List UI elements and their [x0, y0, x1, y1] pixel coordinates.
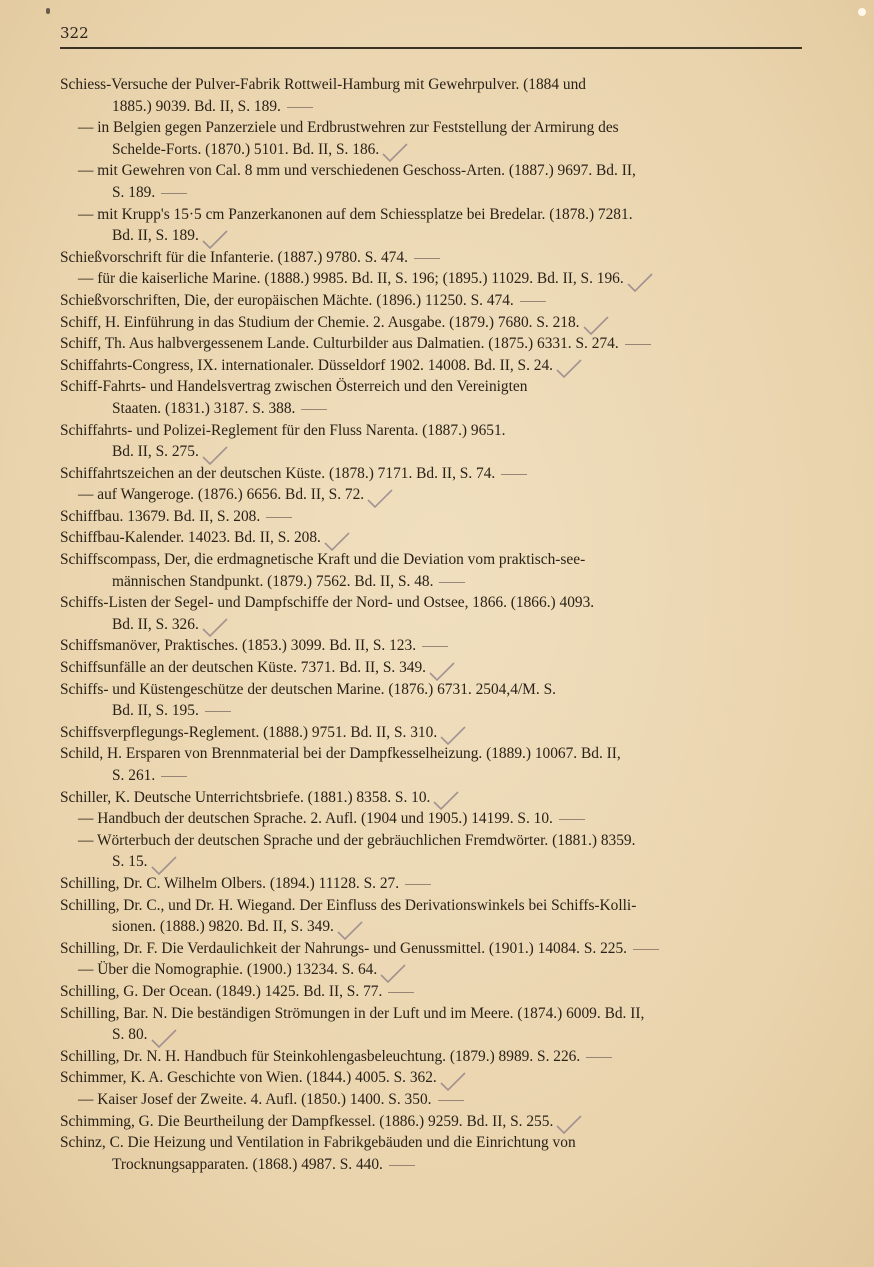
pencil-dash-mark — [586, 1057, 612, 1058]
index-entry — [60, 420, 810, 463]
index-entry — [60, 981, 810, 1003]
pencil-dash-mark — [501, 474, 527, 475]
pencil-check-icon — [626, 272, 654, 290]
entry-line: Schiff, H. Einführung in das Studium der Chemie. 2. Ausgabe. (1879.) 7680. S. 218. — [60, 312, 810, 334]
pencil-check-icon — [439, 1071, 467, 1089]
ink-stain — [46, 8, 50, 14]
entry-line: Schiess-Versuche der Pulver-Fabrik Rottweil-Hamburg mit Gewehrpulver. (1884 und — [60, 76, 586, 93]
pencil-check-icon — [439, 725, 467, 743]
index-entry — [60, 355, 810, 377]
pencil-check-icon — [150, 855, 178, 873]
entry-continuation: S. 261. — [60, 765, 810, 787]
entry-line: Schiffsmanöver, Praktisches. (1853.) 3099. Bd. II, S. 123. — [60, 635, 810, 657]
pencil-dash-mark — [438, 1100, 464, 1101]
entry-continuation: S. 15. — [60, 851, 810, 873]
entry-line: Schiffahrtszeichen an der deutschen Küste. (1878.) 7171. Bd. II, S. 74. — [60, 463, 810, 485]
entry-line: Schiffsverpflegungs-Reglement. (1888.) 9751. Bd. II, S. 310. — [60, 722, 810, 744]
entry-line: Schiff-Fahrts- und Handelsvertrag zwischen Österreich und den Vereinigten — [60, 378, 528, 396]
pencil-check-icon — [150, 1028, 178, 1046]
index-entry — [60, 527, 810, 549]
pencil-dash-mark — [301, 409, 327, 410]
entry-line: Schießvorschrift für die Infanterie. (1887.) 9780. S. 474. — [60, 247, 810, 269]
entry-line: Schiffs-Listen der Segel- und Dampfschiffe der Nord- und Ostsee, 1866. (1866.) 4093. — [60, 594, 595, 612]
entry-line: Schilling, Bar. N. Die beständigen Strömungen in der Luft und im Meere. (1874.) 6009. Bd. II, — [60, 1004, 645, 1022]
entry-line: Schilling, Dr. F. Die Verdaulichkeit der Nahrungs- und Genussmittel. (1901.) 14084. S. 225. — [60, 938, 810, 960]
index-entry — [60, 376, 810, 419]
index-entry — [60, 74, 810, 117]
index-entry — [60, 635, 810, 657]
entry-line: Schiffs- und Küstengeschütze der deutschen Marine. (1876.) 6731. 2504,4/M. S. — [60, 680, 556, 698]
entry-line: Schiller, K. Deutsche Unterrichtsbriefe. (1881.) 8358. S. 10. — [60, 787, 810, 809]
entry-line: Schiffbau-Kalender. 14023. Bd. II, S. 208. — [60, 527, 810, 549]
entry-line: Schimming, G. Die Beurtheilung der Dampfkessel. (1886.) 9259. Bd. II, S. 255. — [60, 1111, 810, 1133]
entry-line: — mit Krupp's 15·5 cm Panzerkanonen auf dem Schiessplatze bei Bredelar. (1878.) 7281. — [78, 205, 633, 223]
pencil-check-icon — [323, 531, 351, 549]
entry-line: Schinz, C. Die Heizung und Ventilation in Fabrikgebäuden und die Einrichtung von — [60, 1134, 576, 1152]
entry-line: Schiff, Th. Aus halbvergessenem Lande. Culturbilder aus Dalmatien. (1875.) 6331. S. 274. — [60, 333, 810, 355]
entry-continuation: Bd. II, S. 275. — [60, 441, 810, 463]
pencil-dash-mark — [414, 258, 440, 259]
index-entry — [60, 506, 810, 528]
index-entry — [60, 959, 810, 981]
index-entry — [60, 657, 810, 679]
pencil-dash-mark — [520, 301, 546, 302]
index-entry — [60, 873, 810, 895]
entry-continuation: S. 80. — [60, 1024, 810, 1046]
index-entry — [60, 1067, 810, 1089]
index-entry — [60, 549, 810, 592]
pencil-check-icon — [366, 488, 394, 506]
entry-continuation: Staaten. (1831.) 3187. S. 388. — [60, 398, 810, 420]
entry-continuation: Bd. II, S. 189. — [60, 225, 810, 247]
index-entry — [60, 247, 810, 269]
entry-continuation: 1885.) 9039. Bd. II, S. 189. — [60, 96, 810, 118]
index-entry — [60, 463, 810, 485]
entry-line: Schilling, Dr. N. H. Handbuch für Steinkohlengasbeleuchtung. (1879.) 8989. S. 226. — [60, 1046, 810, 1068]
entry-continuation: S. 189. — [60, 182, 810, 204]
pencil-dash-mark — [389, 1165, 415, 1166]
index-entry — [60, 204, 810, 247]
entry-line: Schilling, G. Der Ocean. (1849.) 1425. Bd. II, S. 77. — [60, 981, 810, 1003]
pencil-dash-mark — [633, 949, 659, 950]
pencil-dash-mark — [439, 582, 465, 583]
entry-continuation: Bd. II, S. 195. — [60, 700, 810, 722]
index-entry — [60, 160, 810, 203]
pencil-check-icon — [201, 229, 229, 247]
entry-line: — für die kaiserliche Marine. (1888.) 9985. Bd. II, S. 196; (1895.) 11029. Bd. II, S. 196. — [60, 268, 810, 290]
entry-line: Schilling, Dr. C. Wilhelm Olbers. (1894.) 11128. S. 27. — [60, 873, 810, 895]
index-entry — [60, 895, 810, 938]
entry-line: Schilling, Dr. C., und Dr. H. Wiegand. Der Einfluss des Derivationswinkels bei Schiffs-Kolli- — [60, 896, 637, 914]
index-entry — [60, 743, 810, 786]
pencil-check-icon — [201, 445, 229, 463]
entry-line: — Über die Nomographie. (1900.) 13234. S. 64. — [60, 959, 810, 981]
pencil-dash-mark — [625, 344, 651, 345]
index-entry — [60, 808, 810, 830]
index-entry — [60, 1132, 810, 1175]
entry-line: Schimmer, K. A. Geschichte von Wien. (1844.) 4005. S. 362. — [60, 1067, 810, 1089]
pencil-check-icon — [379, 963, 407, 981]
pencil-check-icon — [201, 617, 229, 635]
entry-line: Schiffahrts-Congress, IX. internationaler. Düsseldorf 1902. 14008. Bd. II, S. 24. — [60, 355, 810, 377]
index-entry — [60, 722, 810, 744]
index-entry — [60, 117, 810, 160]
pencil-check-icon — [582, 315, 610, 333]
entry-line: Schießvorschriften, Die, der europäischen Mächte. (1896.) 11250. S. 474. — [60, 290, 810, 312]
pencil-check-icon — [555, 1114, 583, 1132]
paper-hole — [858, 8, 866, 16]
index-entry — [60, 1111, 810, 1133]
pencil-dash-mark — [205, 711, 231, 712]
pencil-dash-mark — [388, 992, 414, 993]
index-entries — [60, 74, 810, 1175]
pencil-dash-mark — [422, 646, 448, 647]
entry-continuation: Schelde-Forts. (1870.) 5101. Bd. II, S. 186. — [60, 139, 810, 161]
pencil-dash-mark — [287, 107, 313, 108]
index-entry — [60, 787, 810, 809]
entry-line: — Kaiser Josef der Zweite. 4. Aufl. (1850.) 1400. S. 350. — [60, 1089, 810, 1111]
pencil-check-icon — [381, 142, 409, 160]
pencil-dash-mark — [266, 517, 292, 518]
index-entry — [60, 679, 810, 722]
entry-line: Schild, H. Ersparen von Brennmaterial bei der Dampfkesselheizung. (1889.) 10067. Bd. II, — [60, 745, 621, 763]
entry-continuation: Bd. II, S. 326. — [60, 614, 810, 636]
index-entry — [60, 592, 810, 635]
entry-line: — mit Gewehren von Cal. 8 mm und verschiedenen Geschoss-Arten. (1887.) 9697. Bd. II, — [78, 162, 636, 180]
pencil-dash-mark — [405, 884, 431, 885]
entry-line: Schiffscompass, Der, die erdmagnetische Kraft und die Deviation vom praktisch-see- — [60, 551, 586, 569]
index-entry — [60, 290, 810, 312]
index-entry — [60, 268, 810, 290]
pencil-check-icon — [428, 661, 456, 679]
pencil-check-icon — [555, 358, 583, 376]
index-entry — [60, 1003, 810, 1046]
entry-line: — Wörterbuch der deutschen Sprache und der gebräuchlichen Fremdwörter. (1881.) 8359. — [78, 831, 636, 849]
entry-continuation: Trocknungsapparaten. (1868.) 4987. S. 440. — [60, 1154, 810, 1176]
index-entry — [60, 484, 810, 506]
index-entry — [60, 333, 810, 355]
pencil-dash-mark — [559, 819, 585, 820]
index-entry — [60, 1046, 810, 1068]
pencil-dash-mark — [161, 193, 187, 194]
pencil-check-icon — [432, 790, 460, 808]
index-entry — [60, 1089, 810, 1111]
index-entry — [60, 312, 810, 334]
entry-line: Schiffbau. 13679. Bd. II, S. 208. — [60, 506, 810, 528]
index-entry — [60, 938, 810, 960]
header-rule — [60, 47, 802, 49]
entry-line: — Handbuch der deutschen Sprache. 2. Aufl. (1904 und 1905.) 14199. S. 10. — [60, 808, 810, 830]
entry-line: — in Belgien gegen Panzerziele und Erdbrustwehren zur Feststellung der Armirung des — [78, 119, 619, 137]
pencil-check-icon — [336, 920, 364, 938]
entry-line: Schiffahrts- und Polizei-Reglement für den Fluss Narenta. (1887.) 9651. — [60, 421, 506, 439]
pencil-dash-mark — [161, 776, 187, 777]
index-entry — [60, 830, 810, 873]
page-number: 322 — [60, 24, 89, 42]
entry-continuation: sionen. (1888.) 9820. Bd. II, S. 349. — [60, 916, 810, 938]
entry-line: Schiffsunfälle an der deutschen Küste. 7371. Bd. II, S. 349. — [60, 657, 810, 679]
entry-line: — auf Wangeroge. (1876.) 6656. Bd. II, S. 72. — [60, 484, 810, 506]
entry-continuation: männischen Standpunkt. (1879.) 7562. Bd. II, S. 48. — [60, 571, 810, 593]
